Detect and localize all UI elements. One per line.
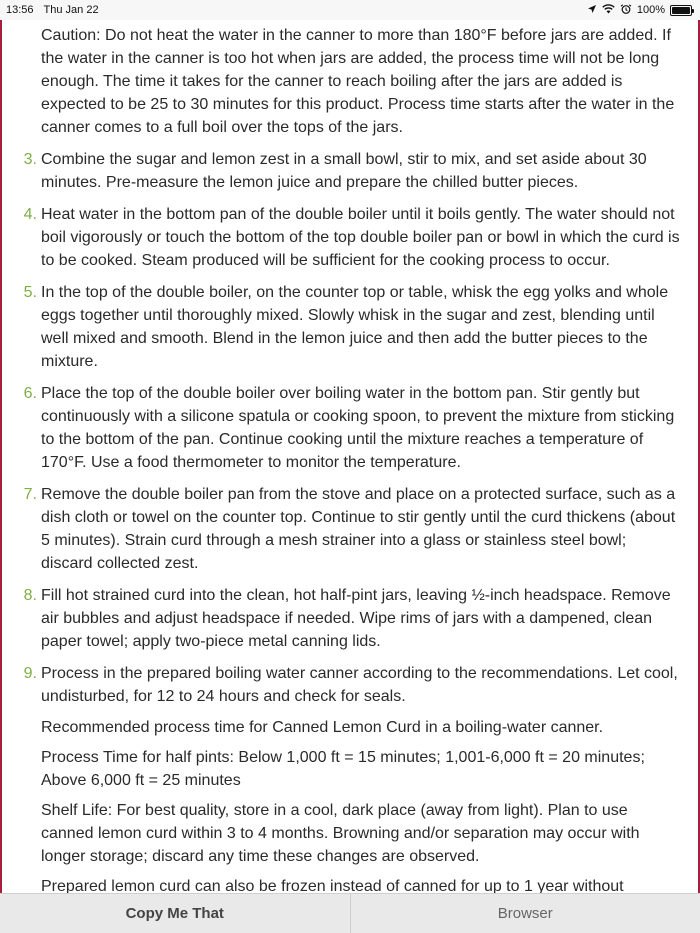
step-number: 9.	[23, 665, 37, 682]
step-list	[23, 148, 680, 708]
step-text: Place the top of the double boiler over boiling water in the bottom pan. Stir gently but continuously with a silicone spatula or cooking spoon, to prevent the mixture from sticking to the bottom of the pan. Continue cooking until the mixture reaches a temperature of 170°F. Use a food thermometer to monitor the temperature.	[41, 385, 675, 471]
step-number: 8.	[23, 587, 37, 604]
alarm-icon	[620, 4, 632, 17]
step-text: Heat water in the bottom pan of the double boiler until it boils gently. The water should not boil vigorously or touch the bottom of the top double boiler pan or bowl in which the curd is to be cooked. Steam produced will be sufficient for the cooking process to occur.	[41, 206, 680, 269]
battery-icon	[670, 5, 692, 16]
step-text: In the top of the double boiler, on the counter top or table, whisk the egg yolks and whole eggs together until thoroughly mixed. Slowly whisk in the sugar and zest, blending until well mixed and smooth. Blend in the lemon juice and then add the butter pieces to the mixture.	[41, 284, 669, 370]
step-text: Combine the sugar and lemon zest in a small bowl, stir to mix, and set aside about 30 minutes. Pre-measure the lemon juice and prepare the chilled butter pieces.	[41, 151, 647, 191]
status-left	[6, 4, 99, 16]
battery-percent: 100%	[636, 4, 665, 16]
step-number: 7.	[23, 486, 37, 503]
step-text: Process in the prepared boiling water canner according to the recommendations. Let cool, undisturbed, for 12 to 24 hours and check for seals.	[41, 665, 678, 705]
list-item	[23, 584, 680, 653]
wifi-icon	[602, 4, 615, 17]
list-item	[23, 662, 680, 708]
process-time-heading: Recommended process time for Canned Lemon Curd in a boiling-water canner.	[41, 719, 604, 736]
list-item	[23, 382, 680, 474]
step-number: 3.	[23, 151, 37, 168]
list-item	[23, 281, 680, 373]
caution-paragraph: Caution: Do not heat the water in the canner to more than 180°F before jars are added. If the water in the canner is too hot when jars are added, the process time will not be long enough. The time it takes for the canner to reach boiling after the jars are added is expected to be 25 to 30 minutes for this product. Process time starts after the water in the canner comes to a full boil over the tops of the jars.	[41, 27, 675, 136]
step-text: Fill hot strained curd into the clean, hot half-pint jars, leaving ½-inch headspace. Remove air bubbles and adjust headspace if needed. Wipe rims of jars with a dampened, clean paper towel; apply two-piece metal canning lids.	[41, 587, 671, 650]
status-bar	[0, 0, 700, 20]
bottom-toolbar	[0, 893, 700, 933]
shelf-life-note: Shelf Life: For best quality, store in a cool, dark place (away from light). Plan to use canned lemon curd within 3 to 4 months. Browning and/or separation may occur with longer storage; discard any time these changes are observed.	[41, 802, 640, 865]
battery-fill	[672, 7, 690, 14]
process-time-details: Process Time for half pints: Below 1,000 ft = 15 minutes; 1,001-6,000 ft = 20 minutes; Above 6,000 ft = 25 minutes	[41, 749, 645, 789]
step-number: 5.	[23, 284, 37, 301]
recipe-text	[2, 20, 698, 893]
step-number: 4.	[23, 206, 37, 223]
location-icon	[587, 4, 597, 17]
status-time: 13:56	[6, 4, 34, 16]
list-item	[23, 148, 680, 194]
status-date: Thu Jan 22	[43, 4, 99, 16]
step-number: 6.	[23, 385, 37, 402]
recipe-content[interactable]	[0, 20, 700, 893]
status-right	[587, 4, 692, 17]
step-text: Remove the double boiler pan from the stove and place on a protected surface, such as a dish cloth or towel on the counter top. Continue to stir gently until the curd thickens (about 5 minutes). Strain curd through a mesh strainer into a glass or stainless steel bowl; discard collected zest.	[41, 486, 676, 572]
tab-browser[interactable]: Browser	[497, 905, 553, 922]
list-item	[23, 483, 680, 575]
tab-copy-me-that[interactable]: Copy Me That	[125, 905, 224, 922]
list-item	[23, 203, 680, 272]
freezing-note: Prepared lemon curd can also be frozen instead of canned for up to 1 year without	[41, 878, 624, 893]
